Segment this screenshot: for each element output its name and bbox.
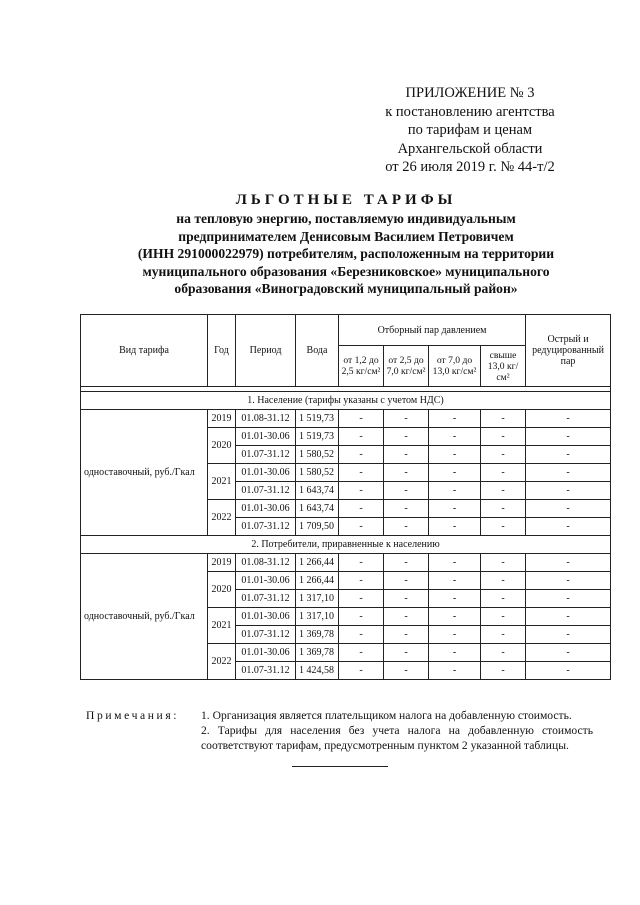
empty-value-cell: -	[429, 428, 481, 446]
water-tariff-cell: 1 317,10	[296, 590, 339, 608]
empty-value-cell: -	[481, 554, 526, 572]
empty-value-cell: -	[481, 572, 526, 590]
appendix-line: к постановлению агентства	[385, 103, 555, 120]
header-pressure-1: от 1,2 до 2,5 кг/см²	[339, 346, 384, 387]
year-cell: 2022	[208, 644, 236, 680]
period-cell: 01.07-31.12	[236, 626, 296, 644]
period-cell: 01.07-31.12	[236, 590, 296, 608]
water-tariff-cell: 1 580,52	[296, 446, 339, 464]
title-line: предпринимателем Денисовым Василием Петровичем	[178, 228, 514, 244]
empty-value-cell: -	[429, 572, 481, 590]
empty-value-cell: -	[481, 464, 526, 482]
document-title	[60, 190, 632, 298]
period-cell: 01.07-31.12	[236, 518, 296, 536]
empty-value-cell: -	[384, 518, 429, 536]
period-cell: 01.07-31.12	[236, 482, 296, 500]
note-item: 2. Тарифы для населения без учета налога на добавленную стоимость соответствуют тарифам, предусмотренным пунктом 2 указанной таблицы.	[201, 724, 593, 752]
water-tariff-cell: 1 369,78	[296, 644, 339, 662]
water-tariff-cell: 1 266,44	[296, 572, 339, 590]
empty-value-cell: -	[339, 554, 384, 572]
year-cell: 2020	[208, 428, 236, 464]
period-cell: 01.01-30.06	[236, 644, 296, 662]
period-cell: 01.07-31.12	[236, 662, 296, 680]
water-tariff-cell: 1 266,44	[296, 554, 339, 572]
empty-value-cell: -	[384, 410, 429, 428]
empty-value-cell: -	[481, 446, 526, 464]
empty-value-cell: -	[339, 464, 384, 482]
period-cell: 01.01-30.06	[236, 572, 296, 590]
empty-value-cell: -	[526, 590, 611, 608]
empty-value-cell: -	[481, 500, 526, 518]
empty-value-cell: -	[339, 500, 384, 518]
water-tariff-cell: 1 519,73	[296, 410, 339, 428]
appendix-header	[340, 84, 600, 177]
empty-value-cell: -	[526, 482, 611, 500]
empty-value-cell: -	[384, 572, 429, 590]
water-tariff-cell: 1 709,50	[296, 518, 339, 536]
header-selected-steam: Отборный пар давлением	[339, 315, 526, 346]
title-line: (ИНН 291000022979) потребителям, расположенным на территории	[137, 246, 555, 262]
header-sharp-steam: Острый и редуцированный пар	[526, 315, 611, 387]
empty-value-cell: -	[429, 608, 481, 626]
year-cell: 2022	[208, 500, 236, 536]
year-cell: 2021	[208, 608, 236, 644]
empty-value-cell: -	[339, 428, 384, 446]
empty-value-cell: -	[339, 410, 384, 428]
notes-label: Примечания:	[86, 709, 180, 722]
water-tariff-cell: 1 424,58	[296, 662, 339, 680]
empty-value-cell: -	[481, 626, 526, 644]
note-item: 1. Организация является плательщиком налога на добавленную стоимость.	[201, 709, 572, 722]
empty-value-cell: -	[526, 446, 611, 464]
water-tariff-cell: 1 643,74	[296, 500, 339, 518]
appendix-title: ПРИЛОЖЕНИЕ № 3	[405, 85, 535, 101]
empty-value-cell: -	[384, 644, 429, 662]
empty-value-cell: -	[429, 626, 481, 644]
title-line: образования «Виноградовский муниципальный район»	[174, 281, 518, 297]
empty-value-cell: -	[429, 482, 481, 500]
water-tariff-cell: 1 643,74	[296, 482, 339, 500]
header-period: Период	[236, 315, 296, 387]
empty-value-cell: -	[526, 410, 611, 428]
header-pressure-2: от 2,5 до 7,0 кг/см²	[384, 346, 429, 387]
empty-value-cell: -	[384, 590, 429, 608]
empty-value-cell: -	[526, 608, 611, 626]
period-cell: 01.07-31.12	[236, 446, 296, 464]
empty-value-cell: -	[481, 608, 526, 626]
empty-value-cell: -	[481, 662, 526, 680]
empty-value-cell: -	[429, 554, 481, 572]
empty-value-cell: -	[429, 518, 481, 536]
year-cell: 2019	[208, 554, 236, 572]
section-title: 2. Потребители, приравненные к населению	[81, 536, 611, 554]
empty-value-cell: -	[481, 518, 526, 536]
section-title: 1. Население (тарифы указаны с учетом НДС)	[81, 392, 611, 410]
empty-value-cell: -	[526, 644, 611, 662]
table-row	[81, 554, 611, 572]
year-cell: 2019	[208, 410, 236, 428]
empty-value-cell: -	[429, 662, 481, 680]
empty-value-cell: -	[526, 500, 611, 518]
water-tariff-cell: 1 317,10	[296, 608, 339, 626]
empty-value-cell: -	[339, 518, 384, 536]
title-line: на тепловую энергию, поставляемую индивидуальным	[176, 211, 516, 226]
empty-value-cell: -	[429, 500, 481, 518]
period-cell: 01.01-30.06	[236, 464, 296, 482]
empty-value-cell: -	[429, 464, 481, 482]
title-main: ЛЬГОТНЫЕ ТАРИФЫ	[235, 192, 457, 208]
empty-value-cell: -	[384, 464, 429, 482]
empty-value-cell: -	[384, 662, 429, 680]
year-cell: 2021	[208, 464, 236, 500]
appendix-date: от 26 июля 2019 г. № 44-т/2	[385, 159, 555, 175]
empty-value-cell: -	[339, 590, 384, 608]
appendix-line: Архангельской области	[397, 140, 543, 157]
empty-value-cell: -	[481, 590, 526, 608]
empty-value-cell: -	[339, 626, 384, 644]
header-pressure-4: свыше 13,0 кг/см²	[481, 346, 526, 387]
empty-value-cell: -	[384, 554, 429, 572]
header-pressure-3: от 7,0 до 13,0 кг/см²	[429, 346, 481, 387]
empty-value-cell: -	[384, 446, 429, 464]
year-cell: 2020	[208, 572, 236, 608]
period-cell: 01.01-30.06	[236, 428, 296, 446]
empty-value-cell: -	[339, 644, 384, 662]
empty-value-cell: -	[339, 482, 384, 500]
water-tariff-cell: 1 519,73	[296, 428, 339, 446]
empty-value-cell: -	[481, 644, 526, 662]
empty-value-cell: -	[526, 626, 611, 644]
empty-value-cell: -	[384, 482, 429, 500]
empty-value-cell: -	[339, 662, 384, 680]
empty-value-cell: -	[526, 464, 611, 482]
period-cell: 01.01-30.06	[236, 608, 296, 626]
notes-items	[201, 708, 593, 753]
divider	[292, 766, 388, 767]
empty-value-cell: -	[526, 572, 611, 590]
empty-value-cell: -	[429, 590, 481, 608]
empty-value-cell: -	[526, 518, 611, 536]
header-water: Вода	[296, 315, 339, 387]
empty-value-cell: -	[339, 572, 384, 590]
empty-value-cell: -	[339, 608, 384, 626]
empty-value-cell: -	[384, 500, 429, 518]
tariff-type-cell: одноставочный, руб./Гкал	[81, 554, 208, 680]
empty-value-cell: -	[429, 446, 481, 464]
period-cell: 01.08-31.12	[236, 410, 296, 428]
water-tariff-cell: 1 580,52	[296, 464, 339, 482]
empty-value-cell: -	[384, 626, 429, 644]
empty-value-cell: -	[384, 608, 429, 626]
empty-value-cell: -	[481, 410, 526, 428]
empty-value-cell: -	[526, 428, 611, 446]
empty-value-cell: -	[526, 662, 611, 680]
water-tariff-cell: 1 369,78	[296, 626, 339, 644]
period-cell: 01.01-30.06	[236, 500, 296, 518]
empty-value-cell: -	[481, 482, 526, 500]
empty-value-cell: -	[481, 428, 526, 446]
table-body	[81, 392, 611, 680]
header-tariff-type: Вид тарифа	[81, 315, 208, 387]
empty-value-cell: -	[429, 644, 481, 662]
period-cell: 01.08-31.12	[236, 554, 296, 572]
empty-value-cell: -	[526, 554, 611, 572]
tariff-table	[80, 314, 611, 680]
table-row	[81, 410, 611, 428]
empty-value-cell: -	[384, 428, 429, 446]
empty-value-cell: -	[429, 410, 481, 428]
appendix-line: по тарифам и ценам	[407, 122, 533, 138]
header-year: Год	[208, 315, 236, 387]
tariff-type-cell: одноставочный, руб./Гкал	[81, 410, 208, 536]
title-line: муниципального образования «Березниковское» муниципального	[142, 263, 550, 279]
empty-value-cell: -	[339, 446, 384, 464]
